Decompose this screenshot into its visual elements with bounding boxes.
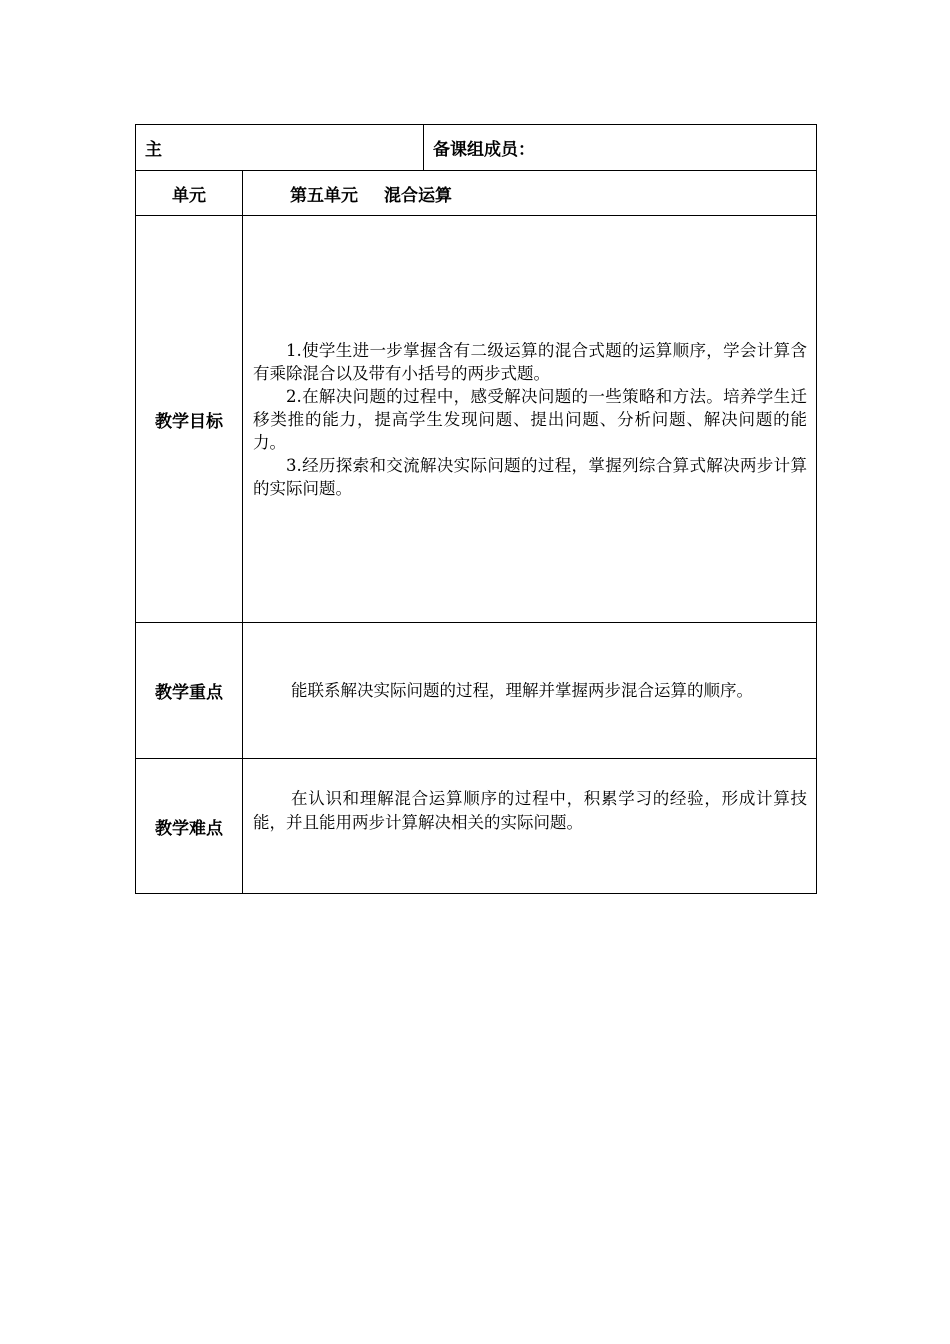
unit-label-cell <box>136 171 243 216</box>
difficulties-content-cell <box>243 759 817 894</box>
difficulties-label-cell <box>136 759 243 894</box>
unit-row <box>136 171 817 216</box>
objectives-content-cell <box>243 216 817 623</box>
header-left-label: 主 <box>145 140 162 160</box>
objective-item: 1.使学生进一步掌握含有二级运算的混合式题的运算顺序，学会计算含有乘除混合以及带有小括号的两步式题。 <box>253 340 807 383</box>
difficulties-row <box>136 759 817 894</box>
unit-value-cell <box>243 171 817 216</box>
objectives-row <box>136 216 817 623</box>
objective-item: 3.经历探索和交流解决实际问题的过程，掌握列综合算式解决两步计算的实际问题。 <box>253 455 807 498</box>
key-points-label: 教学重点 <box>155 683 223 703</box>
lesson-group-members-label: 备课组成员： <box>433 140 535 160</box>
header-right-cell <box>424 125 817 171</box>
difficulties-label: 教学难点 <box>155 818 223 839</box>
key-points-content-cell <box>243 623 817 759</box>
unit-label: 单元 <box>172 185 206 206</box>
key-points-text: 能联系解决实际问题的过程，理解并掌握两步混合运算的顺序。 <box>291 680 753 700</box>
objectives-label-cell <box>136 216 243 623</box>
header-left-cell <box>136 125 424 171</box>
lesson-plan-table <box>135 124 817 894</box>
key-points-row <box>136 623 817 759</box>
key-points-label-cell <box>136 623 243 759</box>
unit-topic: 混合运算 <box>384 185 452 206</box>
difficulties-text: 在认识和理解混合运算顺序的过程中，积累学习的经验，形成计算技能，并且能用两步计算解决相关的实际问题。 <box>253 789 807 832</box>
header-row <box>136 125 817 171</box>
objective-item: 2.在解决问题的过程中，感受解决问题的一些策略和方法。培养学生迁移类推的能力，提高学生发现问题、提出问题、分析问题、解决问题的能力。 <box>253 386 807 452</box>
unit-name: 第五单元 <box>290 185 358 206</box>
objectives-label: 教学目标 <box>155 411 223 432</box>
